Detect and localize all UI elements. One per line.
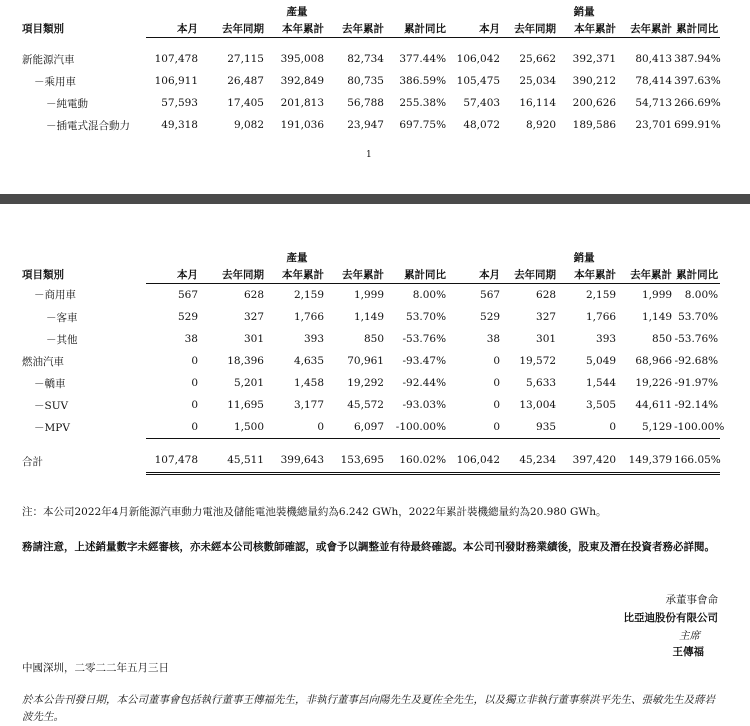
row-label: －MPV bbox=[34, 421, 70, 434]
col-header: 去年累計 bbox=[326, 265, 386, 284]
table-cell: 628 bbox=[243, 289, 264, 301]
table-cell: 8.00% bbox=[684, 289, 719, 301]
table-cell: 2,159 bbox=[293, 289, 324, 301]
table-cell: 68,966 bbox=[635, 355, 673, 367]
table-cell: 3,177 bbox=[293, 399, 324, 411]
sales-group-header: 銷量 bbox=[573, 6, 595, 18]
production-group-header: 產量 bbox=[286, 6, 308, 18]
table-row bbox=[22, 372, 720, 394]
table-cell: 27,115 bbox=[227, 53, 264, 65]
table-cell: 23,947 bbox=[347, 119, 384, 131]
table-cell: 1,766 bbox=[586, 311, 617, 323]
total-cell: 107,478 bbox=[146, 439, 200, 474]
table-cell: 70,961 bbox=[347, 355, 384, 367]
category-header: 項目類別 bbox=[22, 268, 64, 281]
table-cell: 699.91% bbox=[674, 119, 721, 131]
row-label: －其他 bbox=[46, 333, 78, 346]
document-page-1 bbox=[0, 0, 750, 176]
table-cell: 53.70% bbox=[406, 311, 447, 323]
table-cell: 397.63% bbox=[674, 75, 721, 87]
table-cell: 4,635 bbox=[293, 355, 324, 367]
table-cell: 266.69% bbox=[674, 97, 721, 109]
row-label: －SUV bbox=[34, 399, 69, 412]
signature-by-order: 承董事會命 bbox=[665, 594, 718, 606]
table-cell: 191,036 bbox=[280, 119, 324, 131]
table-cell: 3,505 bbox=[586, 399, 617, 411]
table-cell: -100.00% bbox=[674, 421, 725, 433]
table-cell: 1,766 bbox=[293, 311, 324, 323]
col-header: 去年累計 bbox=[618, 265, 674, 284]
table-cell: 0 bbox=[493, 355, 501, 367]
table-cell: 80,735 bbox=[347, 75, 384, 87]
row-label: －插電式混合動力 bbox=[46, 119, 130, 132]
table-cell: 327 bbox=[243, 311, 264, 323]
table-row bbox=[22, 48, 720, 70]
col-header: 本年累計 bbox=[266, 265, 326, 284]
table-cell: 392,371 bbox=[572, 53, 617, 65]
total-cell: 106,042 bbox=[448, 439, 502, 474]
table-cell: 0 bbox=[191, 355, 198, 367]
row-label: 新能源汽車 bbox=[22, 53, 75, 66]
total-cell: 45,234 bbox=[502, 439, 558, 474]
signature-title: 主席 bbox=[679, 630, 700, 642]
row-label: －轎車 bbox=[34, 377, 66, 390]
table-cell: 25,034 bbox=[519, 75, 557, 87]
signature-company: 比亞迪股份有限公司 bbox=[623, 612, 718, 624]
table-cell: 189,586 bbox=[572, 119, 617, 131]
col-header: 累計同比 bbox=[386, 265, 448, 284]
table-row bbox=[22, 114, 720, 136]
row-label: －客車 bbox=[46, 311, 78, 324]
table-cell: -92.14% bbox=[674, 399, 719, 411]
col-header: 累計同比 bbox=[674, 265, 720, 284]
column-header-row bbox=[22, 265, 720, 284]
col-header: 本月 bbox=[146, 19, 200, 38]
table-row bbox=[22, 284, 720, 307]
table-cell: 387.94% bbox=[674, 53, 721, 65]
table-cell: 393 bbox=[303, 333, 324, 345]
total-row bbox=[22, 439, 720, 474]
table-cell: -93.03% bbox=[402, 399, 447, 411]
table-cell: 13,004 bbox=[519, 399, 557, 411]
total-cell: 153,695 bbox=[326, 439, 386, 474]
table-cell: 0 bbox=[191, 377, 198, 389]
table-cell: 25,662 bbox=[519, 53, 557, 65]
table-cell: 1,999 bbox=[353, 289, 384, 301]
table-cell: 1,500 bbox=[233, 421, 264, 433]
table-cell: 1,544 bbox=[586, 377, 617, 389]
table-cell: -100.00% bbox=[395, 421, 447, 433]
table-cell: 301 bbox=[536, 333, 557, 345]
total-cell: 397,420 bbox=[558, 439, 618, 474]
table-cell: 0 bbox=[493, 377, 501, 389]
table-cell: 19,572 bbox=[519, 355, 557, 367]
table-cell: 106,042 bbox=[456, 53, 501, 65]
table-cell: 697.75% bbox=[399, 119, 447, 131]
table-cell: 54,713 bbox=[635, 97, 673, 109]
table-cell: 327 bbox=[536, 311, 557, 323]
table-cell: 18,396 bbox=[227, 355, 264, 367]
table-cell: 38 bbox=[184, 333, 198, 345]
table-cell: 1,458 bbox=[293, 377, 324, 389]
table-cell: 38 bbox=[486, 333, 501, 345]
table-cell: 567 bbox=[177, 289, 198, 301]
table-cell: 377.44% bbox=[399, 53, 447, 65]
table-cell: 8.00% bbox=[412, 289, 447, 301]
table-cell: 26,487 bbox=[227, 75, 264, 87]
page-separator bbox=[0, 194, 750, 204]
table-cell: 386.59% bbox=[399, 75, 447, 87]
table-cell: 201,813 bbox=[280, 97, 324, 109]
col-header: 去年同期 bbox=[200, 19, 266, 38]
table-cell: 1,149 bbox=[642, 311, 673, 323]
total-cell: 166.05% bbox=[674, 439, 720, 474]
table-cell: 395,008 bbox=[280, 53, 324, 65]
table-cell: 107,478 bbox=[154, 53, 198, 65]
table-cell: 19,292 bbox=[347, 377, 384, 389]
table-cell: 5,049 bbox=[586, 355, 617, 367]
table-cell: 6,097 bbox=[353, 421, 384, 433]
table-row bbox=[22, 306, 720, 328]
col-header: 累計同比 bbox=[674, 19, 720, 38]
col-header: 本年累計 bbox=[266, 19, 326, 38]
table-cell: 0 bbox=[317, 421, 324, 433]
unaudited-warning: 務請注意，上述銷量數字未經審核，亦未經本公司核數師確認，或會予以調整並有待最終確認。本公司刊發財務業績後，股東及潛在投資者務必詳閱。 bbox=[22, 541, 715, 553]
col-header: 本年累計 bbox=[558, 19, 618, 38]
table-cell: -93.47% bbox=[402, 355, 447, 367]
col-header: 去年累計 bbox=[326, 19, 386, 38]
col-header: 本月 bbox=[448, 265, 502, 284]
table-cell: 44,611 bbox=[635, 399, 673, 411]
table-cell: 0 bbox=[191, 421, 198, 433]
table-cell: 1,999 bbox=[642, 289, 673, 301]
table-cell: 57,403 bbox=[463, 97, 501, 109]
total-cell: 399,643 bbox=[266, 439, 326, 474]
battery-note: 注：本公司2022年4月新能源汽車動力電池及儲能電池裝機總量約為6.242 GWh，2022年累計裝機總量約為20.980 GWh。 bbox=[22, 506, 607, 518]
table-cell: 56,788 bbox=[347, 97, 384, 109]
table-cell: 529 bbox=[177, 311, 198, 323]
table-cell: -92.44% bbox=[402, 377, 447, 389]
table-cell: 567 bbox=[480, 289, 501, 301]
table-cell: 301 bbox=[243, 333, 264, 345]
total-cell: 149,379 bbox=[618, 439, 674, 474]
table-cell: 11,695 bbox=[227, 399, 264, 411]
column-header-row bbox=[22, 19, 720, 38]
table-cell: 935 bbox=[536, 421, 557, 433]
row-label: 燃油汽車 bbox=[22, 355, 64, 368]
table-cell: 49,318 bbox=[161, 119, 198, 131]
table-cell: 200,626 bbox=[572, 97, 617, 109]
table-cell: 0 bbox=[493, 421, 501, 433]
table-cell: 1,149 bbox=[353, 311, 384, 323]
col-header: 去年同期 bbox=[502, 19, 558, 38]
table-cell: 80,413 bbox=[635, 53, 673, 65]
col-header: 本月 bbox=[146, 265, 200, 284]
table-cell: 850 bbox=[363, 333, 384, 345]
table-cell: 105,475 bbox=[456, 75, 501, 87]
table-cell: 0 bbox=[191, 399, 198, 411]
table-cell: 57,593 bbox=[161, 97, 198, 109]
table-cell: 529 bbox=[480, 311, 501, 323]
table-cell: 0 bbox=[609, 421, 617, 433]
date-line: 中國深圳，二零二二年五月三日 bbox=[22, 662, 169, 674]
table-cell: 850 bbox=[652, 333, 673, 345]
table-cell: 390,212 bbox=[572, 75, 617, 87]
table-cell: 8,920 bbox=[526, 119, 557, 131]
table-cell: 5,633 bbox=[526, 377, 557, 389]
table-cell: 16,114 bbox=[519, 97, 557, 109]
board-composition-footer: 於本公告刊發日期，本公司董事會包括執行董事王傳福先生，非執行董事呂向陽先生及夏佐全先生，以及獨立非執行董事蔡洪平先生、張敏先生及蔣岩波先生。 bbox=[22, 694, 715, 723]
table-cell: 45,572 bbox=[347, 399, 384, 411]
table-cell: -53.76% bbox=[674, 333, 719, 345]
table-cell: 392,849 bbox=[280, 75, 324, 87]
table-cell: 106,911 bbox=[154, 75, 198, 87]
table-cell: 17,405 bbox=[227, 97, 264, 109]
table-cell: 5,201 bbox=[233, 377, 264, 389]
table-cell: 82,734 bbox=[347, 53, 384, 65]
category-header: 項目類別 bbox=[22, 22, 64, 35]
table-row bbox=[22, 328, 720, 350]
col-header: 累計同比 bbox=[386, 19, 448, 38]
sales-group-header: 銷量 bbox=[573, 252, 595, 264]
table-cell: 5,129 bbox=[642, 421, 673, 433]
col-header: 去年同期 bbox=[200, 265, 266, 284]
table-cell: 393 bbox=[596, 333, 617, 345]
production-group-header: 產量 bbox=[286, 252, 308, 264]
total-cell: 45,511 bbox=[200, 439, 266, 474]
production-sales-table-page-2 bbox=[22, 250, 725, 475]
table-cell: 23,701 bbox=[635, 119, 673, 131]
table-cell: 2,159 bbox=[586, 289, 617, 301]
col-header: 去年同期 bbox=[502, 265, 558, 284]
table-row bbox=[22, 70, 720, 92]
document-page-2 bbox=[0, 204, 750, 724]
table-row bbox=[22, 92, 720, 114]
col-header: 本年累計 bbox=[558, 265, 618, 284]
table-cell: 53.70% bbox=[678, 311, 719, 323]
table-row bbox=[22, 416, 720, 439]
col-header: 本月 bbox=[448, 19, 502, 38]
table-cell: 78,414 bbox=[635, 75, 673, 87]
table-cell: -91.97% bbox=[674, 377, 719, 389]
row-label: －乘用車 bbox=[34, 75, 76, 88]
table-cell: 19,226 bbox=[635, 377, 673, 389]
table-cell: 9,082 bbox=[233, 119, 264, 131]
table-cell: 628 bbox=[536, 289, 557, 301]
table-cell: 48,072 bbox=[463, 119, 501, 131]
table-row bbox=[22, 350, 720, 372]
production-sales-table-page-1 bbox=[22, 4, 720, 136]
col-header: 去年累計 bbox=[618, 19, 674, 38]
table-row bbox=[22, 394, 720, 416]
row-label: －純電動 bbox=[46, 97, 88, 110]
page-number: 1 bbox=[366, 150, 372, 160]
total-label: 合計 bbox=[22, 455, 43, 468]
signature-name: 王傳福 bbox=[672, 646, 704, 658]
row-label: －商用車 bbox=[34, 289, 76, 302]
total-cell: 160.02% bbox=[386, 439, 448, 474]
table-cell: -53.76% bbox=[402, 333, 447, 345]
table-cell: -92.68% bbox=[674, 355, 719, 367]
table-cell: 255.38% bbox=[399, 97, 447, 109]
table-cell: 0 bbox=[493, 399, 501, 411]
